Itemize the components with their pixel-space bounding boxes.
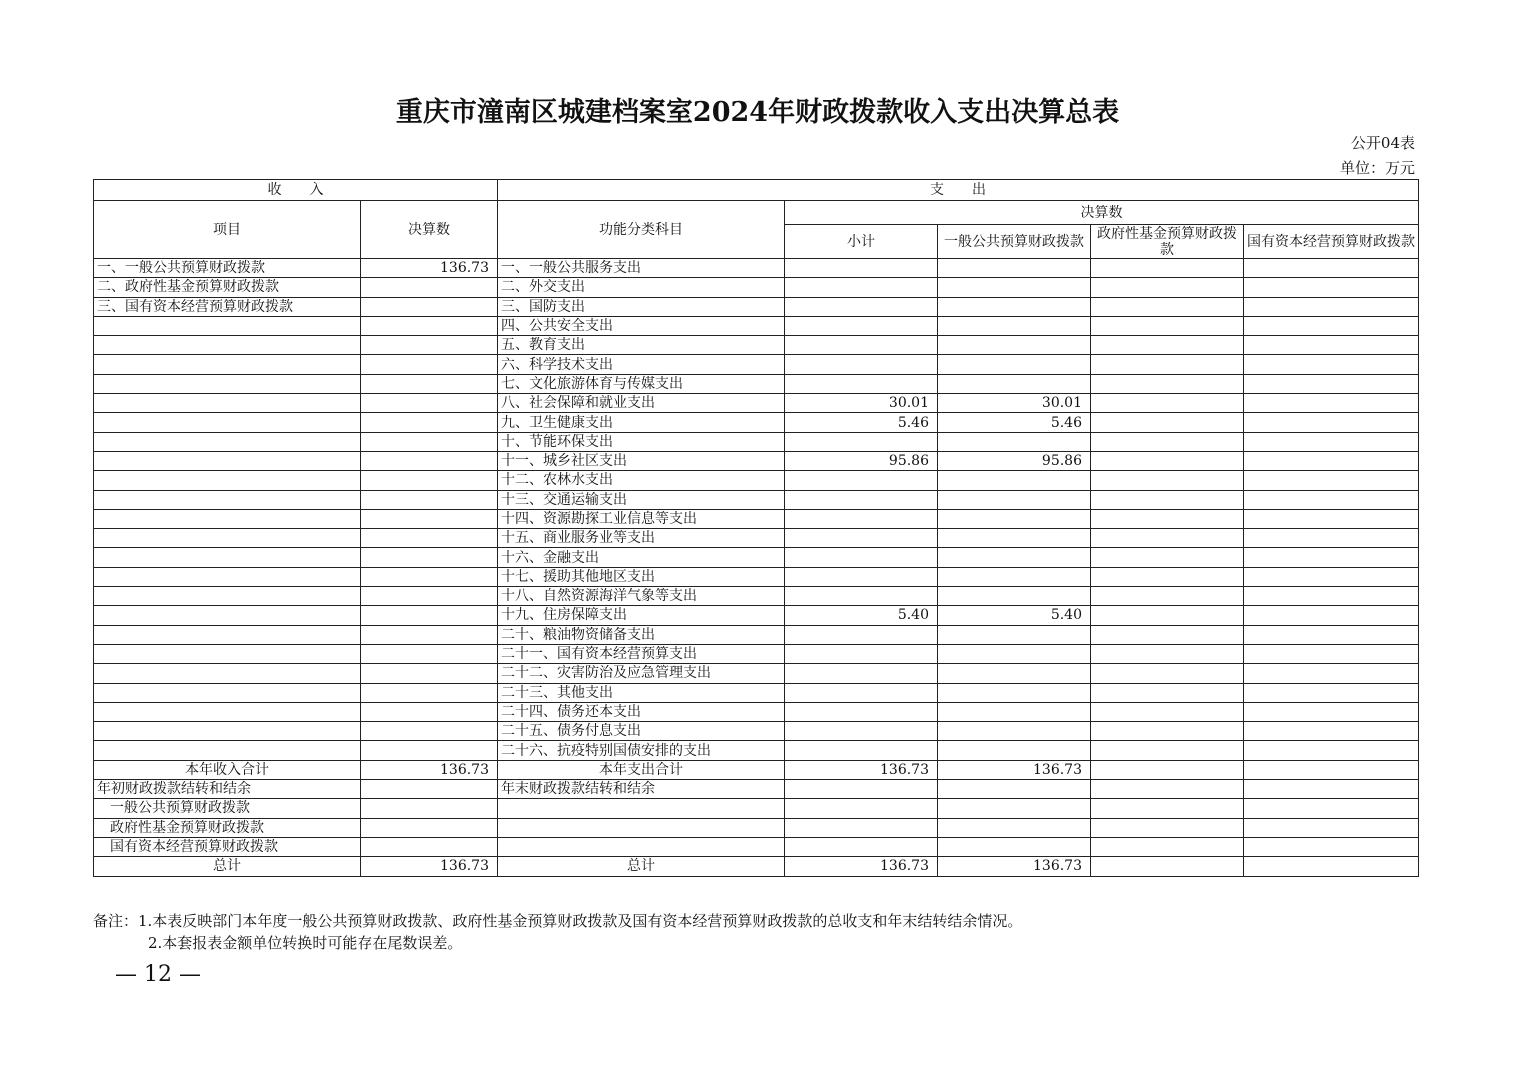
- income-amount-cell: [361, 297, 498, 316]
- general-cell: [938, 374, 1091, 393]
- income-amount-cell: [361, 413, 498, 432]
- income-amount-cell: [361, 394, 498, 413]
- income-item-cell: [94, 625, 361, 644]
- general-cell: [938, 259, 1091, 278]
- fund-cell: [1091, 490, 1244, 509]
- income-item-cell: [94, 451, 361, 470]
- category-cell: 十六、金融支出: [498, 548, 785, 567]
- subtotal-cell: [785, 722, 938, 741]
- fund-cell: [1091, 722, 1244, 741]
- fund-cell: [1091, 297, 1244, 316]
- carryover-income-amount: [361, 837, 498, 856]
- fund-cell: [1091, 374, 1244, 393]
- carryover-capital: [1244, 780, 1419, 799]
- capital-cell: [1244, 490, 1419, 509]
- income-item-cell: 三、国有资本经营预算财政拨款: [94, 297, 361, 316]
- income-amount-cell: [361, 316, 498, 335]
- capital-cell: [1244, 587, 1419, 606]
- income-amount-cell: [361, 644, 498, 663]
- table-row: [94, 413, 1419, 432]
- subtotal-cell: [785, 683, 938, 702]
- table-row: [94, 297, 1419, 316]
- page-title: 重庆市潼南区城建档案室2024年财政拨款收入支出决算总表: [395, 97, 1120, 128]
- category-cell: 五、教育支出: [498, 336, 785, 355]
- subtotal-cell: [785, 625, 938, 644]
- table-row: [94, 722, 1419, 741]
- category-cell: 十三、交通运输支出: [498, 490, 785, 509]
- income-item-cell: 二、政府性基金预算财政拨款: [94, 278, 361, 297]
- income-item-cell: [94, 722, 361, 741]
- capital-cell: [1244, 355, 1419, 374]
- table-row: [94, 355, 1419, 374]
- table-row: [94, 451, 1419, 470]
- fund-cell: [1091, 509, 1244, 528]
- subtotal-cell: [785, 374, 938, 393]
- general-cell: [938, 471, 1091, 490]
- general-cell: 5.40: [938, 606, 1091, 625]
- carryover-fund: [1091, 837, 1244, 856]
- capital-cell: [1244, 451, 1419, 470]
- general-cell: [938, 432, 1091, 451]
- subtotal-header: 小计: [785, 225, 938, 259]
- income-item-cell: [94, 683, 361, 702]
- category-cell: 二十五、债务付息支出: [498, 722, 785, 741]
- fund-cell: [1091, 548, 1244, 567]
- carryover-general: [938, 818, 1091, 837]
- income-item-cell: [94, 567, 361, 586]
- year-total-row: [94, 760, 1419, 779]
- income-amount-cell: [361, 509, 498, 528]
- category-cell: 十二、农林水支出: [498, 471, 785, 490]
- subtotal-cell: [785, 509, 938, 528]
- general-cell: [938, 297, 1091, 316]
- general-cell: [938, 702, 1091, 721]
- income-item-cell: [94, 548, 361, 567]
- income-amount-cell: [361, 471, 498, 490]
- table-row: [94, 374, 1419, 393]
- subtotal-cell: [785, 259, 938, 278]
- income-amount-cell: [361, 451, 498, 470]
- income-item-cell: [94, 741, 361, 760]
- general-cell: [938, 278, 1091, 297]
- subtotal-cell: 5.40: [785, 606, 938, 625]
- subtotal-cell: [785, 529, 938, 548]
- capital-cell: [1244, 471, 1419, 490]
- general-cell: [938, 529, 1091, 548]
- capital-cell: [1244, 606, 1419, 625]
- general-cell: [938, 722, 1091, 741]
- category-cell: 六、科学技术支出: [498, 355, 785, 374]
- fund-cell: [1091, 683, 1244, 702]
- year-expense-fund: [1091, 760, 1244, 779]
- carryover-subtotal: [785, 780, 938, 799]
- income-amount-cell: [361, 355, 498, 374]
- category-cell: 二十三、其他支出: [498, 683, 785, 702]
- subtotal-cell: [785, 490, 938, 509]
- capital-cell: [1244, 741, 1419, 760]
- income-item-cell: [94, 509, 361, 528]
- capital-cell: [1244, 683, 1419, 702]
- income-item-cell: [94, 374, 361, 393]
- subtotal-cell: [785, 297, 938, 316]
- income-amount-cell: [361, 741, 498, 760]
- table-row: [94, 259, 1419, 278]
- table-row: [94, 394, 1419, 413]
- carryover-income-amount: [361, 799, 498, 818]
- general-cell: [938, 316, 1091, 335]
- category-cell: 十、节能环保支出: [498, 432, 785, 451]
- income-item-cell: [94, 355, 361, 374]
- carryover-row: [94, 837, 1419, 856]
- capital-cell: [1244, 413, 1419, 432]
- category-cell: 二、外交支出: [498, 278, 785, 297]
- fund-cell: [1091, 278, 1244, 297]
- income-item-cell: [94, 316, 361, 335]
- category-cell: 八、社会保障和就业支出: [498, 394, 785, 413]
- fund-cell: [1091, 259, 1244, 278]
- subtotal-cell: 95.86: [785, 451, 938, 470]
- income-item-cell: [94, 336, 361, 355]
- income-amount-cell: 136.73: [361, 259, 498, 278]
- fund-cell: [1091, 432, 1244, 451]
- category-cell: 十四、资源勘探工业信息等支出: [498, 509, 785, 528]
- grand-income-total-label: 总计: [94, 857, 361, 876]
- carryover-expense-blank: [498, 818, 785, 837]
- budget-table: [93, 179, 1419, 877]
- income-item-cell: [94, 394, 361, 413]
- income-amount-cell: [361, 529, 498, 548]
- fund-cell: [1091, 413, 1244, 432]
- carryover-income-amount: [361, 818, 498, 837]
- fund-cell: [1091, 394, 1244, 413]
- general-cell: 95.86: [938, 451, 1091, 470]
- func-category-header: 功能分类科目: [498, 201, 785, 259]
- subtotal-cell: [785, 644, 938, 663]
- income-item-cell: [94, 587, 361, 606]
- subtotal-cell: [785, 741, 938, 760]
- subtotal-cell: [785, 587, 938, 606]
- category-cell: 二十四、债务还本支出: [498, 702, 785, 721]
- grand-expense-general: 136.73: [938, 857, 1091, 876]
- gov-fund-header: 政府性基金预算财政拨款: [1091, 225, 1244, 259]
- table-row: [94, 587, 1419, 606]
- subtotal-cell: [785, 702, 938, 721]
- table-row: [94, 278, 1419, 297]
- general-cell: [938, 548, 1091, 567]
- general-budget-header: 一般公共预算财政拨款: [938, 225, 1091, 259]
- category-cell: 三、国防支出: [498, 297, 785, 316]
- table-row: [94, 509, 1419, 528]
- category-cell: 十一、城乡社区支出: [498, 451, 785, 470]
- fund-cell: [1091, 702, 1244, 721]
- page-number: — 12 —: [115, 962, 201, 987]
- subtotal-cell: [785, 664, 938, 683]
- subtotal-cell: 5.46: [785, 413, 938, 432]
- fund-cell: [1091, 336, 1244, 355]
- table-row: [94, 606, 1419, 625]
- capital-cell: [1244, 316, 1419, 335]
- year-income-total-amount: 136.73: [361, 760, 498, 779]
- carryover-fund: [1091, 799, 1244, 818]
- form-number: 公开04表: [1350, 134, 1415, 152]
- carryover-fund: [1091, 818, 1244, 837]
- carryover-capital: [1244, 837, 1419, 856]
- carryover-subtotal: [785, 837, 938, 856]
- carryover-fund: [1091, 780, 1244, 799]
- table-row: [94, 316, 1419, 335]
- income-amount-cell: [361, 567, 498, 586]
- carryover-capital: [1244, 799, 1419, 818]
- general-cell: [938, 567, 1091, 586]
- table-row: [94, 702, 1419, 721]
- grand-expense-fund: [1091, 857, 1244, 876]
- notes: [93, 910, 1022, 954]
- carryover-subtotal: [785, 818, 938, 837]
- fund-cell: [1091, 625, 1244, 644]
- category-cell: 十八、自然资源海洋气象等支出: [498, 587, 785, 606]
- capital-cell: [1244, 702, 1419, 721]
- category-cell: 二十一、国有资本经营预算支出: [498, 644, 785, 663]
- income-amount-cell: [361, 336, 498, 355]
- grand-total-row: [94, 857, 1419, 876]
- capital-cell: [1244, 336, 1419, 355]
- capital-cell: [1244, 432, 1419, 451]
- carryover-income-label: 年初财政拨款结转和结余: [94, 780, 361, 799]
- fund-cell: [1091, 355, 1244, 374]
- subtotal-cell: [785, 355, 938, 374]
- capital-cell: [1244, 567, 1419, 586]
- capital-cell: [1244, 509, 1419, 528]
- carryover-general: [938, 780, 1091, 799]
- category-cell: 十五、商业服务业等支出: [498, 529, 785, 548]
- final-amount-group-header: 决算数: [785, 201, 1419, 225]
- carryover-row: [94, 780, 1419, 799]
- carryover-general-label: 一般公共预算财政拨款: [94, 799, 361, 818]
- category-cell: 二十六、抗疫特别国债安排的支出: [498, 741, 785, 760]
- general-cell: [938, 490, 1091, 509]
- income-item-cell: [94, 529, 361, 548]
- capital-cell: [1244, 259, 1419, 278]
- table-row: [94, 644, 1419, 663]
- income-amount-cell: [361, 606, 498, 625]
- fund-cell: [1091, 471, 1244, 490]
- fund-cell: [1091, 644, 1244, 663]
- income-amount-cell: [361, 278, 498, 297]
- subtotal-cell: [785, 471, 938, 490]
- category-cell: 十七、援助其他地区支出: [498, 567, 785, 586]
- category-cell: 九、卫生健康支出: [498, 413, 785, 432]
- capital-cell: [1244, 297, 1419, 316]
- subtotal-cell: [785, 567, 938, 586]
- income-item-cell: 一、一般公共预算财政拨款: [94, 259, 361, 278]
- income-item-cell: [94, 432, 361, 451]
- general-cell: [938, 741, 1091, 760]
- grand-expense-total-label: 总计: [498, 857, 785, 876]
- grand-income-total-amount: 136.73: [361, 857, 498, 876]
- general-cell: [938, 644, 1091, 663]
- table-row: [94, 336, 1419, 355]
- income-item-cell: [94, 471, 361, 490]
- unit-label: 单位：万元: [1339, 159, 1415, 177]
- fund-cell: [1091, 451, 1244, 470]
- year-income-total-label: 本年收入合计: [94, 760, 361, 779]
- carryover-expense-blank: [498, 799, 785, 818]
- income-amount-cell: [361, 432, 498, 451]
- category-cell: 二十二、灾害防治及应急管理支出: [498, 664, 785, 683]
- carryover-subtotal: [785, 799, 938, 818]
- state-capital-header: 国有资本经营预算财政拨款: [1244, 225, 1419, 259]
- table-row: [94, 471, 1419, 490]
- capital-cell: [1244, 548, 1419, 567]
- general-cell: 30.01: [938, 394, 1091, 413]
- income-amount-cell: [361, 548, 498, 567]
- fund-cell: [1091, 529, 1244, 548]
- carryover-fund-label: 政府性基金预算财政拨款: [94, 818, 361, 837]
- carryover-row: [94, 799, 1419, 818]
- income-amount-cell: [361, 587, 498, 606]
- year-expense-general: 136.73: [938, 760, 1091, 779]
- category-cell: 四、公共安全支出: [498, 316, 785, 335]
- carryover-general: [938, 799, 1091, 818]
- income-amount-cell: [361, 683, 498, 702]
- year-expense-total-label: 本年支出合计: [498, 760, 785, 779]
- table-row: [94, 432, 1419, 451]
- table-row: [94, 490, 1419, 509]
- capital-cell: [1244, 278, 1419, 297]
- income-amount-cell: [361, 625, 498, 644]
- category-cell: 七、文化旅游体育与传媒支出: [498, 374, 785, 393]
- income-item-cell: [94, 644, 361, 663]
- expense-header: 支 出: [498, 180, 1419, 201]
- income-amount-cell: [361, 722, 498, 741]
- general-cell: [938, 683, 1091, 702]
- grand-expense-capital: [1244, 857, 1419, 876]
- income-amount-cell: [361, 702, 498, 721]
- table-row: [94, 529, 1419, 548]
- capital-cell: [1244, 529, 1419, 548]
- capital-cell: [1244, 722, 1419, 741]
- category-cell: 一、一般公共服务支出: [498, 259, 785, 278]
- fund-cell: [1091, 606, 1244, 625]
- fund-cell: [1091, 664, 1244, 683]
- note-2: 2.本套报表金额单位转换时可能存在尾数误差。: [148, 934, 463, 952]
- subtotal-cell: [785, 316, 938, 335]
- carryover-general: [938, 837, 1091, 856]
- income-amount-cell: [361, 374, 498, 393]
- general-cell: [938, 509, 1091, 528]
- category-cell: 二十、粮油物资储备支出: [498, 625, 785, 644]
- carryover-income-amount: [361, 780, 498, 799]
- table-row: [94, 567, 1419, 586]
- carryover-expense-blank: [498, 837, 785, 856]
- income-header: 收 入: [94, 180, 498, 201]
- carryover-capital: [1244, 818, 1419, 837]
- income-amount-cell: [361, 664, 498, 683]
- year-expense-capital: [1244, 760, 1419, 779]
- general-cell: [938, 336, 1091, 355]
- table-row: [94, 548, 1419, 567]
- note-1: 备注：1.本表反映部门本年度一般公共预算财政拨款、政府性基金预算财政拨款及国有资本经营预算财政拨款的总收支和年末结转结余情况。: [93, 912, 1023, 930]
- subtotal-cell: [785, 278, 938, 297]
- subtotal-cell: [785, 548, 938, 567]
- capital-cell: [1244, 644, 1419, 663]
- income-item-cell: [94, 490, 361, 509]
- table-row: [94, 625, 1419, 644]
- income-item-cell: [94, 702, 361, 721]
- income-item-cell: [94, 606, 361, 625]
- grand-expense-subtotal: 136.73: [785, 857, 938, 876]
- income-item-cell: [94, 664, 361, 683]
- subtotal-cell: [785, 432, 938, 451]
- table-row: [94, 741, 1419, 760]
- capital-cell: [1244, 625, 1419, 644]
- general-cell: [938, 355, 1091, 374]
- fund-cell: [1091, 587, 1244, 606]
- income-item-cell: [94, 413, 361, 432]
- table-row: [94, 683, 1419, 702]
- subtotal-cell: 30.01: [785, 394, 938, 413]
- general-cell: [938, 664, 1091, 683]
- general-cell: [938, 625, 1091, 644]
- general-cell: 5.46: [938, 413, 1091, 432]
- income-amount-cell: [361, 490, 498, 509]
- general-cell: [938, 587, 1091, 606]
- fund-cell: [1091, 316, 1244, 335]
- year-expense-subtotal: 136.73: [785, 760, 938, 779]
- table-row: [94, 664, 1419, 683]
- fund-cell: [1091, 567, 1244, 586]
- carryover-expense-label: 年末财政拨款结转和结余: [498, 780, 785, 799]
- final-amount-header: 决算数: [361, 201, 498, 259]
- capital-cell: [1244, 374, 1419, 393]
- capital-cell: [1244, 394, 1419, 413]
- item-header: 项目: [94, 201, 361, 259]
- capital-cell: [1244, 664, 1419, 683]
- carryover-row: [94, 818, 1419, 837]
- carryover-capital-label: 国有资本经营预算财政拨款: [94, 837, 361, 856]
- fund-cell: [1091, 741, 1244, 760]
- subtotal-cell: [785, 336, 938, 355]
- category-cell: 十九、住房保障支出: [498, 606, 785, 625]
